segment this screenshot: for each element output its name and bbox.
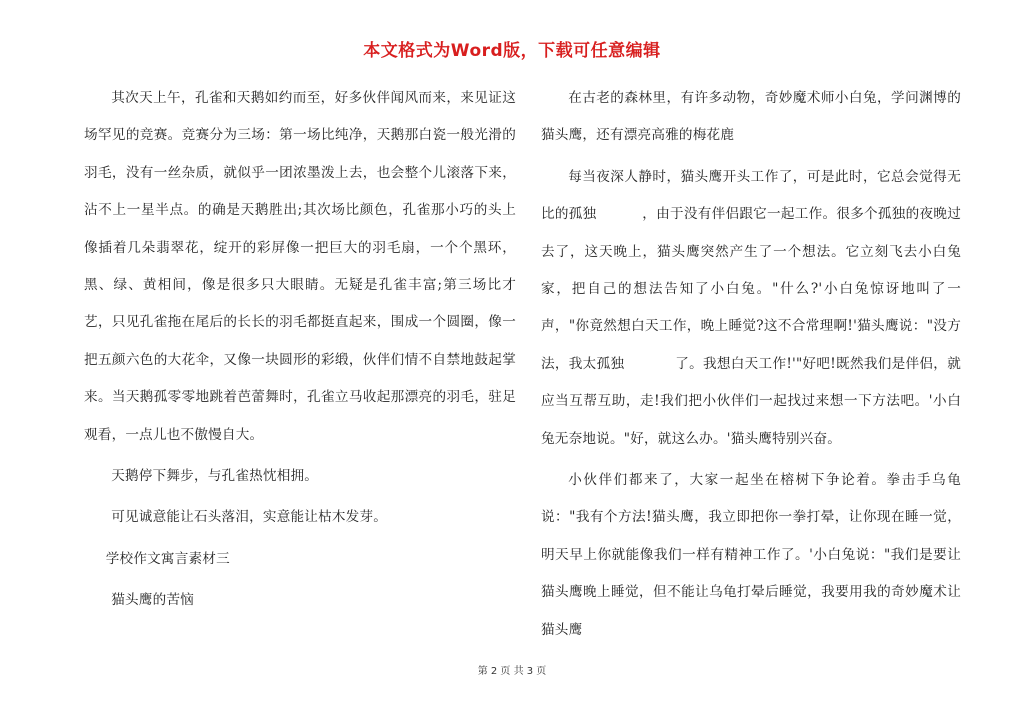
paragraph-embrace: 天鹅停下舞步，与孔雀热忱相拥。	[111, 468, 319, 485]
paragraph-moral: 可见诚意能让石头落泪，实意能让枯木发芽。	[111, 509, 388, 526]
section-heading: 学校作文寓言素材三	[105, 550, 230, 567]
right-column	[541, 80, 961, 649]
paragraph-forest: 在古老的森林里，有许多动物，奇妙魔术师小白兔，学问渊博的猫头鹰，还有漂亮高雅的梅花鹿	[541, 90, 961, 144]
paragraph-night: 每当夜深人静时，猫头鹰开头工作了，可是此时，它总会觉得无比的孤独 ，由于没有伴侣跟它一起工作。很多个孤独的夜晚过去了，这天晚上，猫头鹰突然产生了一个想法。它立刻飞去小白兔家，把自己的想法告知了小白兔。"什么?'小白兔惊讶地叫了一声，"你竟然想白天工作，晚上睡觉?这不合常理啊!'猫头鹰说："没方法，我太孤独 了。我想白天工作!'"好吧!既然我们是伴侣，就应当互帮互助，走!我们把小伙伴们一起找过来想一下方法吧。'小白兔无奈地说。"好，就这么办。'猫头鹰特别兴奋。	[541, 168, 961, 447]
story-title: 猫头鹰的苦恼	[111, 592, 194, 609]
page-number: 第 2 页 共 3 页	[477, 666, 547, 677]
document-banner: 本文格式为Word版，下载可任意编辑	[363, 41, 661, 61]
left-column	[84, 80, 516, 620]
paragraph-friends: 小伙伴们都来了，大家一起坐在榕树下争论着。拳击手乌龟说："我有个方法!猫头鹰，我立即把你一拳打晕，让你现在睡一觉，明天早上你就能像我们一样有精神工作了。'小白兔说："我们是要让猫头鹰晚上睡觉，但不能让乌龟打晕后睡觉，我要用我的奇妙魔术让猫头鹰	[541, 472, 961, 638]
paragraph-contest: 其次天上午，孔雀和天鹅如约而至，好多伙伴闻风而来，来见证这场罕见的竞赛。竞赛分为三场：第一场比纯净，天鹅那白瓷一般光滑的羽毛，没有一丝杂质，就似乎一团浓墨泼上去，也会整个儿滚落下来，沾不上一星半点。的确是天鹅胜出;其次场比颜色，孔雀那小巧的头上像插着几朵翡翠花，绽开的彩屏像一把巨大的羽毛扇，一个个黑环，黑、绿、黄相间，像是很多只大眼睛。无疑是孔雀丰富;第三场比才艺，只见孔雀拖在尾后的长长的羽毛都挺直起来，围成一个圆圈，像一把五颜六色的大花伞，又像一块圆形的彩缎，伙伴们情不自禁地鼓起掌来。当天鹅孤零零地跳着芭蕾舞时，孔雀立马收起那漂亮的羽毛，驻足观看，一点儿也不傲慢自大。	[84, 90, 516, 443]
